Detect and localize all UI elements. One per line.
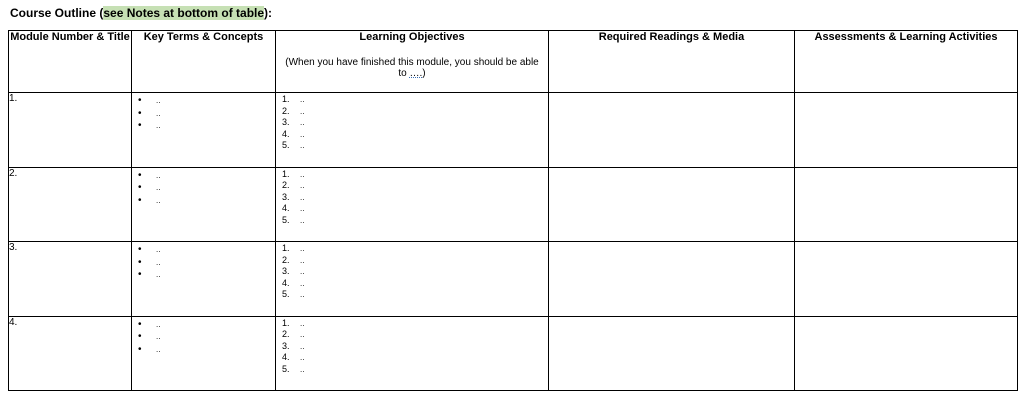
learning-objectives-list bbox=[276, 93, 548, 152]
objective-number: 3. bbox=[282, 266, 290, 276]
bullet-icon: • bbox=[138, 256, 142, 268]
column-header-assessments: Assessments & Learning Activities bbox=[795, 31, 1018, 93]
objective-number: 1. bbox=[282, 94, 290, 104]
objective-number: 1. bbox=[282, 168, 290, 179]
objective-text: .. bbox=[300, 244, 305, 253]
objective-number: 4. bbox=[282, 203, 290, 213]
objective-text: .. bbox=[300, 353, 305, 362]
learning-objectives-cell[interactable] bbox=[276, 316, 549, 391]
bullet-icon: • bbox=[138, 169, 142, 181]
objective-number: 1. bbox=[282, 317, 290, 328]
key-terms-list bbox=[132, 244, 275, 282]
objective-item[interactable] bbox=[282, 117, 548, 129]
objective-item[interactable] bbox=[282, 318, 548, 330]
heading-notes-highlight: see Notes at bottom of table bbox=[103, 6, 265, 20]
learning-objectives-list bbox=[276, 242, 548, 301]
module-row bbox=[9, 316, 1018, 391]
learning-objectives-list bbox=[276, 317, 548, 376]
key-term-text: .. bbox=[156, 96, 161, 105]
module-row bbox=[9, 93, 1018, 168]
objective-text: .. bbox=[300, 169, 305, 179]
course-outline-table bbox=[8, 30, 1018, 391]
key-terms-cell[interactable] bbox=[132, 93, 276, 168]
module-number: 3. bbox=[9, 242, 18, 253]
key-term-text: .. bbox=[156, 108, 161, 118]
key-term-item[interactable] bbox=[138, 182, 275, 195]
key-term-item[interactable] bbox=[138, 257, 275, 270]
module-number-cell[interactable] bbox=[9, 242, 132, 317]
bullet-icon: • bbox=[138, 244, 142, 255]
note-text-b: …. bbox=[409, 68, 423, 79]
key-term-text: .. bbox=[156, 121, 161, 130]
header-row bbox=[9, 31, 1018, 93]
objective-number: 5. bbox=[282, 140, 290, 150]
column-header-readings: Required Readings & Media bbox=[549, 31, 795, 93]
objective-item[interactable] bbox=[282, 289, 548, 301]
objective-number: 3. bbox=[282, 340, 290, 351]
objective-text: .. bbox=[300, 204, 305, 213]
bullet-icon: • bbox=[138, 343, 142, 355]
objective-text: .. bbox=[300, 181, 305, 190]
objective-item[interactable] bbox=[282, 215, 548, 227]
key-term-text: .. bbox=[156, 245, 161, 254]
key-term-text: .. bbox=[156, 195, 161, 205]
key-term-text: .. bbox=[156, 344, 161, 354]
bullet-icon: • bbox=[138, 107, 142, 119]
assessments-cell[interactable] bbox=[795, 93, 1018, 168]
objective-number: 2. bbox=[282, 329, 290, 339]
objective-text: .. bbox=[300, 364, 305, 374]
module-number-cell[interactable] bbox=[9, 93, 132, 168]
objective-text: .. bbox=[300, 330, 305, 339]
bullet-icon: • bbox=[138, 194, 142, 206]
bullet-icon: • bbox=[138, 120, 142, 131]
objective-text: .. bbox=[300, 215, 305, 225]
note-text-c: ) bbox=[422, 68, 426, 79]
objective-number: 5. bbox=[282, 214, 290, 225]
key-term-item[interactable] bbox=[138, 331, 275, 344]
objective-number: 1. bbox=[282, 243, 290, 253]
readings-cell[interactable] bbox=[549, 316, 795, 391]
column-header-key-terms: Key Terms & Concepts bbox=[132, 31, 276, 93]
key-term-text: .. bbox=[156, 319, 161, 329]
objective-number: 2. bbox=[282, 254, 290, 265]
objective-item[interactable] bbox=[282, 140, 548, 152]
objective-text: .. bbox=[300, 341, 305, 351]
objective-text: .. bbox=[300, 278, 305, 288]
objective-number: 4. bbox=[282, 277, 290, 288]
module-row bbox=[9, 167, 1018, 242]
objective-item[interactable] bbox=[282, 243, 548, 255]
key-term-item[interactable] bbox=[138, 95, 275, 108]
readings-cell[interactable] bbox=[549, 167, 795, 242]
key-term-item[interactable] bbox=[138, 244, 275, 257]
key-term-text: .. bbox=[156, 332, 161, 341]
key-term-text: .. bbox=[156, 183, 161, 192]
objective-text: .. bbox=[300, 318, 305, 328]
objective-number: 3. bbox=[282, 117, 290, 127]
bullet-icon: • bbox=[138, 318, 142, 330]
objective-item[interactable] bbox=[282, 329, 548, 341]
objective-text: .. bbox=[300, 267, 305, 276]
objective-item[interactable] bbox=[282, 278, 548, 290]
learning-objectives-title: Learning Objectives bbox=[359, 31, 465, 43]
key-term-text: .. bbox=[156, 170, 161, 180]
objective-item[interactable] bbox=[282, 169, 548, 181]
key-terms-list bbox=[132, 319, 275, 357]
note-text-a: (When you have finished this module, you should be able to bbox=[285, 57, 539, 79]
key-term-item[interactable] bbox=[138, 108, 275, 121]
key-terms-cell[interactable] bbox=[132, 316, 276, 391]
module-number-cell[interactable] bbox=[9, 316, 132, 391]
objective-number: 5. bbox=[282, 363, 290, 374]
objective-item[interactable] bbox=[282, 192, 548, 204]
objective-number: 5. bbox=[282, 289, 290, 299]
course-outline-heading bbox=[10, 6, 272, 20]
objective-text: .. bbox=[300, 106, 305, 116]
key-term-item[interactable] bbox=[138, 319, 275, 332]
objective-item[interactable] bbox=[282, 364, 548, 376]
key-term-text: .. bbox=[156, 257, 161, 267]
assessments-cell[interactable] bbox=[795, 242, 1018, 317]
learning-objectives-list bbox=[276, 168, 548, 227]
key-terms-list bbox=[132, 95, 275, 133]
assessments-cell[interactable] bbox=[795, 316, 1018, 391]
bullet-icon: • bbox=[138, 269, 142, 280]
objective-text: .. bbox=[300, 192, 305, 202]
objective-text: .. bbox=[300, 95, 305, 104]
module-number: 1. bbox=[9, 93, 18, 104]
objective-number: 4. bbox=[282, 128, 290, 139]
objective-text: .. bbox=[300, 129, 305, 139]
heading-prefix: Course Outline ( bbox=[10, 6, 104, 20]
readings-cell[interactable] bbox=[549, 93, 795, 168]
key-term-item[interactable] bbox=[138, 344, 275, 357]
objective-number: 3. bbox=[282, 191, 290, 202]
learning-objectives-cell[interactable] bbox=[276, 167, 549, 242]
column-header-module: Module Number & Title bbox=[9, 31, 132, 93]
learning-objectives-note bbox=[276, 57, 548, 79]
assessments-cell[interactable] bbox=[795, 167, 1018, 242]
objective-text: .. bbox=[300, 118, 305, 127]
objective-text: .. bbox=[300, 290, 305, 299]
key-term-text: .. bbox=[156, 270, 161, 279]
module-number: 2. bbox=[9, 167, 18, 179]
column-header-learning-objectives bbox=[276, 31, 549, 93]
bullet-icon: • bbox=[138, 182, 142, 193]
objective-item[interactable] bbox=[282, 341, 548, 353]
key-term-item[interactable] bbox=[138, 195, 275, 208]
module-row bbox=[9, 242, 1018, 317]
key-terms-cell[interactable] bbox=[132, 242, 276, 317]
key-term-item[interactable] bbox=[138, 170, 275, 183]
bullet-icon: • bbox=[138, 331, 142, 342]
objective-number: 4. bbox=[282, 352, 290, 362]
objective-item[interactable] bbox=[282, 203, 548, 215]
objective-number: 2. bbox=[282, 105, 290, 116]
key-term-item[interactable] bbox=[138, 269, 275, 282]
objective-item[interactable] bbox=[282, 352, 548, 364]
learning-objectives-cell[interactable] bbox=[276, 242, 549, 317]
bullet-icon: • bbox=[138, 95, 142, 106]
key-terms-list bbox=[132, 170, 275, 208]
objective-item[interactable] bbox=[282, 94, 548, 106]
objective-item[interactable] bbox=[282, 129, 548, 141]
module-number-cell[interactable] bbox=[9, 167, 132, 242]
key-terms-cell[interactable] bbox=[132, 167, 276, 242]
objective-item[interactable] bbox=[282, 106, 548, 118]
learning-objectives-cell[interactable] bbox=[276, 93, 549, 168]
objective-item[interactable] bbox=[282, 255, 548, 267]
objective-text: .. bbox=[300, 255, 305, 265]
module-number: 4. bbox=[9, 316, 18, 328]
objective-text: .. bbox=[300, 141, 305, 150]
objective-number: 2. bbox=[282, 180, 290, 190]
objective-item[interactable] bbox=[282, 180, 548, 192]
objective-item[interactable] bbox=[282, 266, 548, 278]
readings-cell[interactable] bbox=[549, 242, 795, 317]
key-term-item[interactable] bbox=[138, 120, 275, 133]
heading-suffix: ): bbox=[264, 6, 273, 20]
